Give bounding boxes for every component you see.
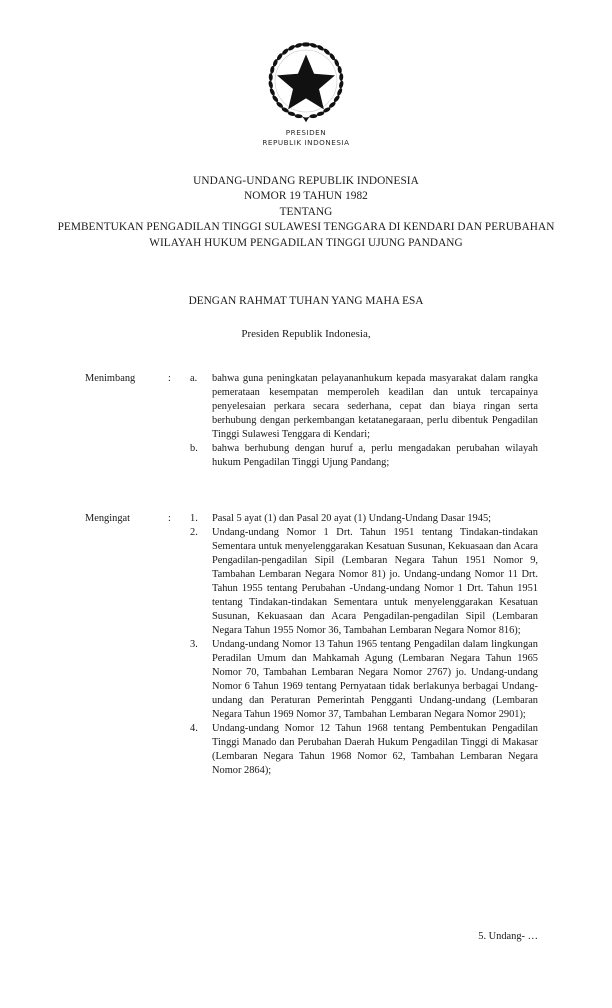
list-item <box>190 722 538 778</box>
menimbang-clause-block <box>85 372 538 470</box>
document-title <box>56 174 556 251</box>
list-item <box>190 372 538 442</box>
preamble-line: Presiden Republik Indonesia, <box>241 328 371 340</box>
list-item <box>190 512 538 526</box>
item-marker: 4. <box>190 723 198 734</box>
title-line-law-type: UNDANG-UNDANG REPUBLIK INDONESIA <box>193 175 419 187</box>
mengingat-clause-block <box>85 512 538 778</box>
emblem-caption-line-1: PRESIDEN <box>285 128 327 137</box>
page-catchword: 5. Undang- … <box>478 931 538 942</box>
item-marker: 2. <box>190 527 198 538</box>
item-marker: a. <box>190 373 198 384</box>
garuda-star-wreath-seal-icon <box>263 38 349 124</box>
item-marker: 3. <box>190 639 198 650</box>
item-marker: 1. <box>190 513 198 524</box>
mengingat-colon: : <box>168 513 171 524</box>
item-text: Undang-undang Nomor 12 Tahun 1968 tentang Pembentukan Pengadilan Tinggi Manado dan Perubahan Daerah Hukum Pengadilan Tinggi di Makasar (Lembaran Negara Tahun 1968 Nomor 62, Tambahan Lembaran Negara Nomor 2864); <box>212 723 538 776</box>
item-text: bahwa guna peningkatan pelayananhukum kepada masyarakat dalam rangka pemerataan kesempatan memperoleh keadilan dan untuk tercapainya penyelesaian perkara secara sederhana, cepat dan biaya ringan serta berhubung dengan perkembangan ketatanegaraan, perlu dibentuk Pengadilan Tinggi Sulawesi Tenggara di Kendari; <box>212 373 538 440</box>
title-line-about: TENTANG <box>279 205 333 218</box>
list-item <box>190 442 538 470</box>
menimbang-label: Menimbang <box>85 373 136 384</box>
item-text: Pasal 5 ayat (1) dan Pasal 20 ayat (1) Undang-Undang Dasar 1945; <box>212 513 492 524</box>
item-text: Undang-undang Nomor 13 Tahun 1965 tentang Pengadilan dalam lingkungan Peradilan Umum dan Mahkamah Agung (Lembaran Negara Tahun 1965 Nomor 70, Tambahan Lembaran Negara Nomor 2767) jo. Undang-undang Nomor 6 Tahun 1969 tentang Pernyataan tidak berlakunya berbagai Undang-undang dan Peraturan Pemerintah Pengganti Undang-undang (Lembaran Negara Tahun 1969 Nomor 37, Tambahan Lembaran Negara Nomor 2901); <box>212 639 538 720</box>
title-line-number: NOMOR 19 TAHUN 1982 <box>244 190 368 203</box>
invocation-line: DENGAN RAHMAT TUHAN YANG MAHA ESA <box>188 295 424 307</box>
list-item <box>190 526 538 638</box>
item-text: bahwa berhubung dengan huruf a, perlu mengadakan perubahan wilayah hukum Pengadilan Tinggi Ujung Pandang; <box>212 443 538 468</box>
title-line-subject: PEMBENTUKAN PENGADILAN TINGGI SULAWESI TENGGARA DI KENDARI DAN PERUBAHAN WILAYAH HUKUM PENGADILAN TINGGI UJUNG PANDANG <box>57 221 555 249</box>
menimbang-item-list <box>190 372 538 470</box>
mengingat-label: Mengingat <box>85 513 131 524</box>
emblem-caption-line-2: REPUBLIK INDONESIA <box>262 138 350 147</box>
mengingat-item-list <box>190 512 538 778</box>
list-item <box>190 638 538 722</box>
item-text: Undang-undang Nomor 1 Drt. Tahun 1951 tentang Tindakan-tindakan Sementara untuk menyelenggarakan Kesatuan Susunan, Kekuasaan dan Acara Pengadilan-pengadilan Sipil (Lembaran Negara Tahun 1951 Nomor 9, Tambahan Lembaran Negara Nomor 81) jo. Undang-undang Nomor 11 Drt. Tahun 1955 tentang Perubahan -Undang-undang Nomor 1 Drt. Tahun 1951 tentang Tindakan-tindakan Sementara untuk menyelenggarakan Kesatuan Susunan, Kekuasaan dan Acara Pengadilan-pengadilan Sipil (Lembaran Negara Tahun 1955 Nomor 36, Tambahan Lembaran Negara Nomor 816); <box>212 527 538 636</box>
emblem-caption <box>0 128 612 148</box>
menimbang-colon: : <box>168 373 171 384</box>
item-marker: b. <box>190 443 198 454</box>
presidential-emblem-block <box>0 38 612 148</box>
